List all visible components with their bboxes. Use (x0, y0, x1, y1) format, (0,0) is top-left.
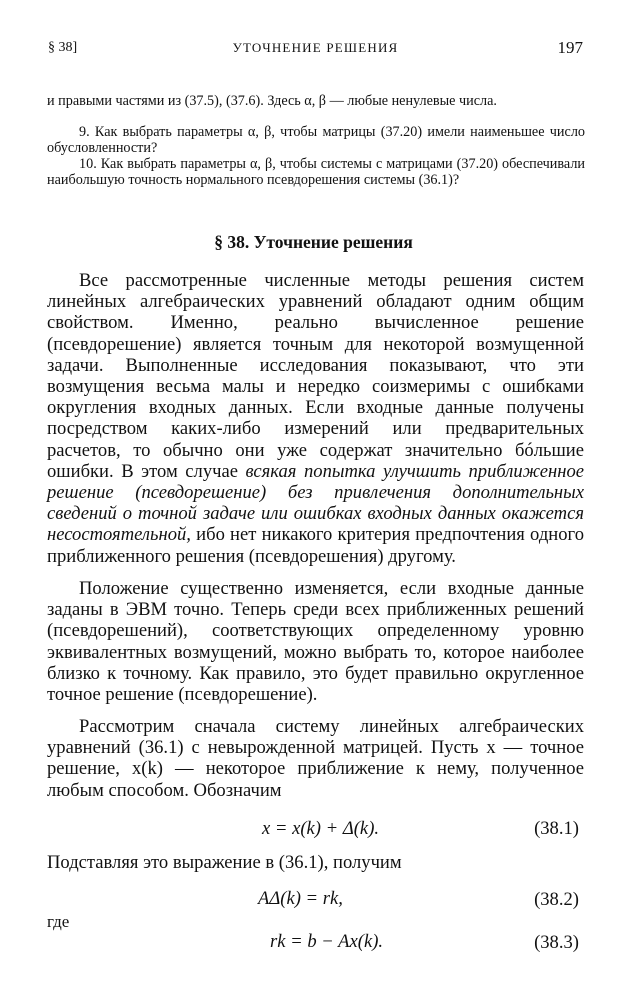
paragraph-1-italic: всякая попытка улучшить приближенное решение (псевдорешение) без привлечения дополнительных сведений о точной задаче или ошибках входных данных окажется несостоятельной, (47, 460, 584, 546)
header-title: УТОЧНЕНИЕ РЕШЕНИЯ (232, 40, 399, 55)
page-number: 197 (557, 38, 583, 57)
section-heading: § 38. Уточнение решения (214, 232, 413, 252)
paragraph-1 (47, 270, 584, 567)
header-section-ref: § 38] (48, 40, 78, 55)
equation-number-38-1: (38.1) (534, 818, 579, 839)
paragraph-1-text: Все рассмотренные численные методы решения систем линейных алгебраических уравнений обладают одним общим свойством. Именно, реально вычисленное решение (псевдорешение) является точным для некоторой возмущенной задачи. Выполненные исследования показывают, что эти возмущения весьма малы и нередко соизмеримы с ошибками округления входных данных. Если входные данные получены посредством каких-либо измерений или предварительных расчетов, то обычно они уже содержат значительно бóльшие ошибки. В этом случае (47, 270, 584, 482)
equation-number-38-3: (38.3) (534, 932, 579, 953)
equation-number-38-2: (38.2) (534, 889, 579, 910)
equation-38-3: rk = b − Ax(k). (270, 931, 384, 952)
paragraph-1-text-end: ибо нет никакого критерия предпочтения одного приближенного решения (псевдорешения) другому. (47, 524, 584, 567)
paragraph-2: Положение существенно изменяется, если входные данные заданы в ЭВМ точно. Теперь среди всех приближенных решений (псевдорешений), соответствующих определенному уровню эквивалентных возмущений, можно выбрать то, которое наиболее близко к точному. Как правило, это будет правильно округленное точное решение (псевдорешение). (47, 578, 584, 706)
running-head (48, 38, 583, 62)
equation-38-2: AΔ(k) = rk, (258, 888, 343, 909)
exercise-continuation: и правыми частями из (37.5), (37.6). Здесь α, β — любые ненулевые числа. (47, 93, 497, 109)
paragraph-3: Рассмотрим сначала систему линейных алгебраических уравнений (36.1) с невырожденной матрицей. Пусть x — точное решение, x(k) — некоторое приближение к нему, полученное любым способом. Обозначим (47, 716, 584, 801)
equation-38-1: x = x(k) + Δ(k). (262, 818, 380, 839)
exercise-9: 9. Как выбрать параметры α, β, чтобы матрицы (37.20) имели наименьшее число обусловленности? (47, 124, 585, 156)
where-word: где (47, 912, 70, 931)
exercise-10: 10. Как выбрать параметры α, β, чтобы системы с матрицами (37.20) обеспечивали наибольшую точность нормального псевдорешения системы (36.1)? (47, 156, 585, 188)
equation-lead-text: Подставляя это выражение в (36.1), получим (47, 852, 402, 873)
